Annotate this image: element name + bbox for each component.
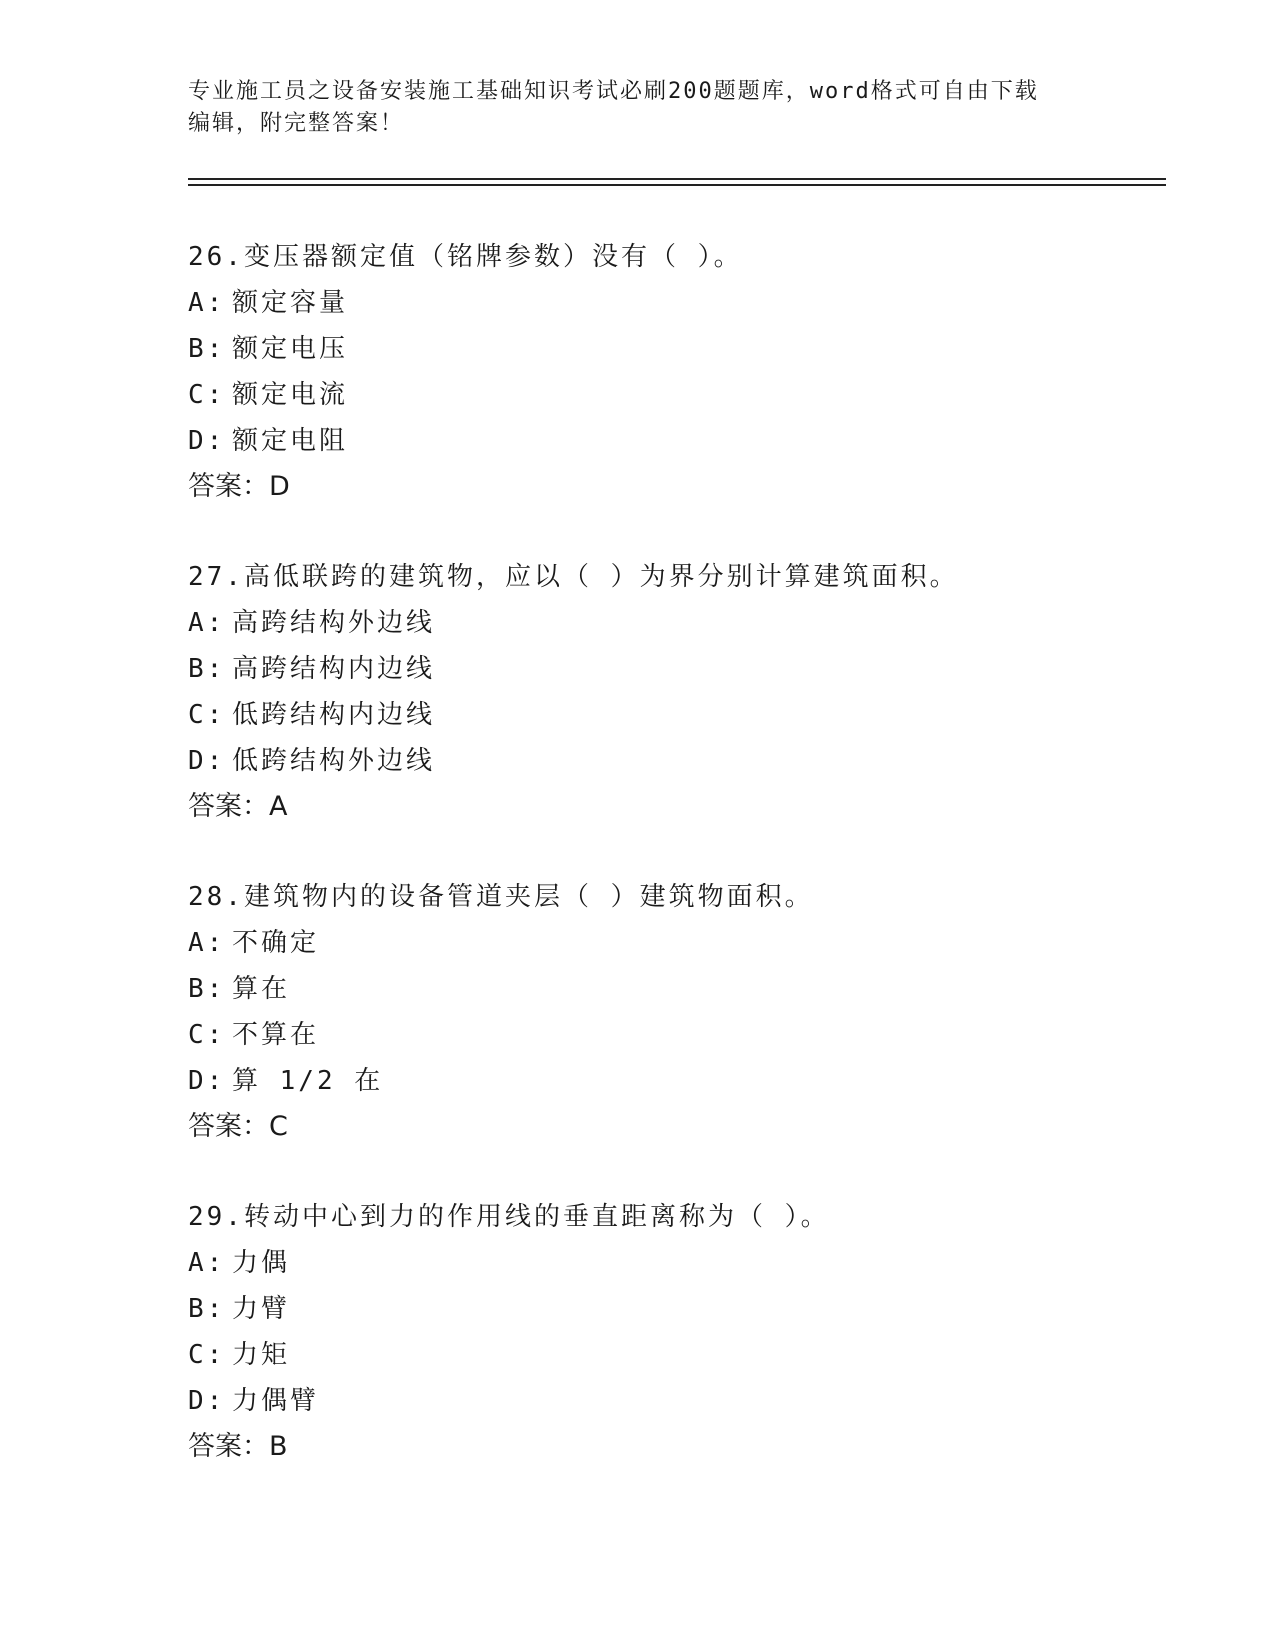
option-text: 高跨结构内边线 xyxy=(232,654,436,684)
option-b xyxy=(188,326,1168,372)
option-text: 力偶臂 xyxy=(232,1386,320,1416)
header-divider-top xyxy=(188,178,1166,180)
option-c xyxy=(188,1332,1168,1378)
option-a xyxy=(188,600,1168,646)
option-letter: D: xyxy=(188,1386,226,1416)
option-letter: A: xyxy=(188,288,226,318)
question-26 xyxy=(188,234,1168,510)
question-stem: 26.变压器额定值（铭牌参数）没有（ ）。 xyxy=(188,242,743,272)
option-letter: A: xyxy=(188,1248,226,1278)
option-c xyxy=(188,372,1168,418)
option-d xyxy=(188,1058,1168,1104)
option-text: 低跨结构外边线 xyxy=(232,746,436,776)
option-text: 额定电压 xyxy=(232,334,349,364)
question-stem: 27.高低联跨的建筑物，应以（ ）为界分别计算建筑面积。 xyxy=(188,562,959,592)
answer-line: 答案：B xyxy=(188,1431,288,1462)
header-divider-bottom xyxy=(188,184,1166,186)
option-a xyxy=(188,1240,1168,1286)
option-letter: A: xyxy=(188,928,226,958)
option-text: 力偶 xyxy=(232,1248,291,1278)
option-letter: B: xyxy=(188,1294,226,1324)
option-letter: C: xyxy=(188,1020,226,1050)
option-letter: C: xyxy=(188,1340,226,1370)
question-29 xyxy=(188,1194,1168,1470)
option-text: 不算在 xyxy=(232,1020,320,1050)
question-stem: 28.建筑物内的设备管道夹层（ ）建筑物面积。 xyxy=(188,882,814,912)
option-d xyxy=(188,738,1168,784)
option-text: 额定容量 xyxy=(232,288,349,318)
header-line-1: 专业施工员之设备安装施工基础知识考试必刷200题题库，word格式可自由下载 xyxy=(188,79,1039,104)
option-letter: D: xyxy=(188,746,226,776)
option-text: 算 1/2 在 xyxy=(232,1066,384,1096)
option-c xyxy=(188,1012,1168,1058)
option-b xyxy=(188,966,1168,1012)
option-text: 低跨结构内边线 xyxy=(232,700,436,730)
document-header xyxy=(188,76,1088,140)
option-text: 不确定 xyxy=(232,928,320,958)
question-stem: 29.转动中心到力的作用线的垂直距离称为（ ）。 xyxy=(188,1202,830,1232)
option-d xyxy=(188,418,1168,464)
option-text: 高跨结构外边线 xyxy=(232,608,436,638)
option-letter: B: xyxy=(188,654,226,684)
answer-line: 答案：D xyxy=(188,471,290,502)
answer-line: 答案：C xyxy=(188,1111,288,1142)
option-letter: D: xyxy=(188,1066,226,1096)
option-d xyxy=(188,1378,1168,1424)
option-letter: A: xyxy=(188,608,226,638)
option-b xyxy=(188,646,1168,692)
option-c xyxy=(188,692,1168,738)
option-letter: C: xyxy=(188,380,226,410)
option-text: 额定电阻 xyxy=(232,426,349,456)
option-text: 算在 xyxy=(232,974,291,1004)
option-letter: B: xyxy=(188,334,226,364)
option-a xyxy=(188,920,1168,966)
option-letter: D: xyxy=(188,426,226,456)
answer-line: 答案：A xyxy=(188,791,288,822)
option-b xyxy=(188,1286,1168,1332)
option-text: 力矩 xyxy=(232,1340,291,1370)
question-27 xyxy=(188,554,1168,830)
option-text: 额定电流 xyxy=(232,380,349,410)
option-letter: B: xyxy=(188,974,226,1004)
option-text: 力臂 xyxy=(232,1294,291,1324)
header-line-2: 编辑，附完整答案！ xyxy=(188,111,405,136)
question-28 xyxy=(188,874,1168,1150)
option-letter: C: xyxy=(188,700,226,730)
option-a xyxy=(188,280,1168,326)
